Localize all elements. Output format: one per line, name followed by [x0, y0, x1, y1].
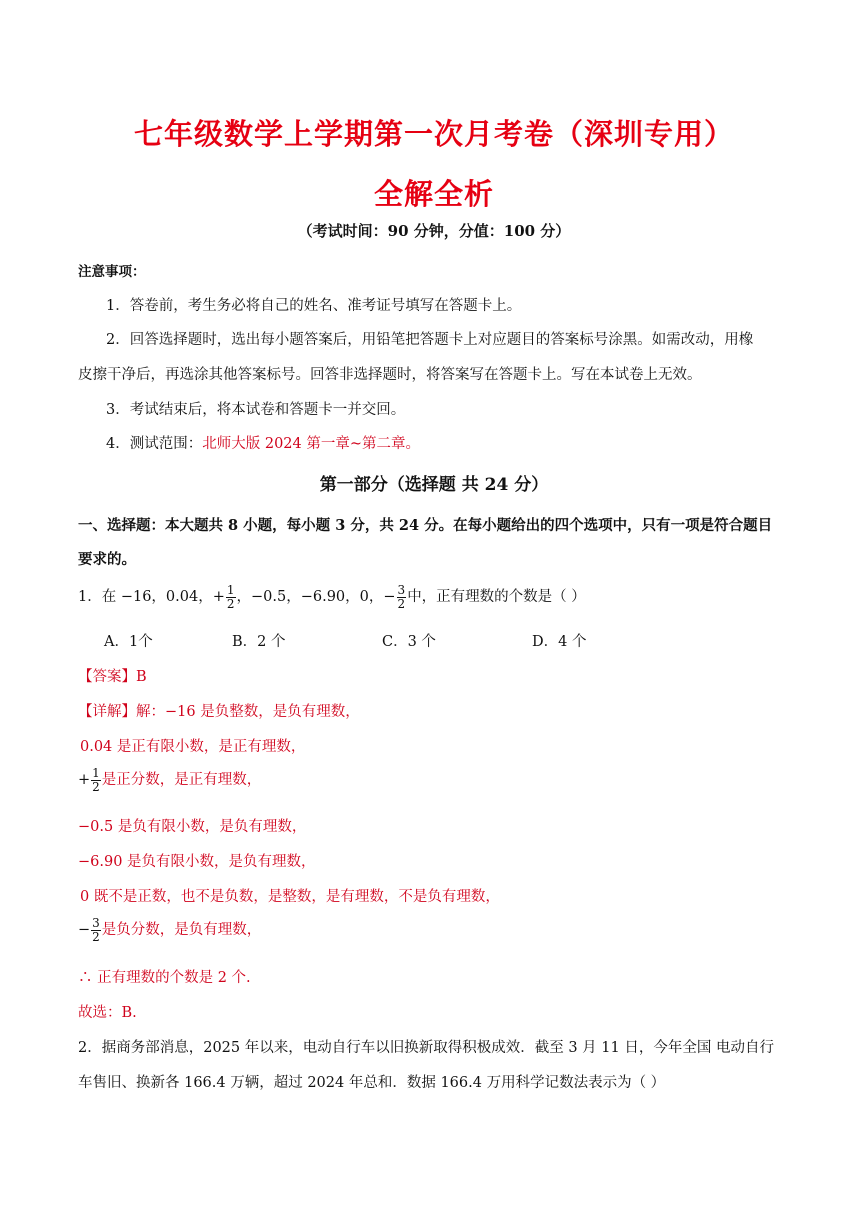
fraction-denominator: 2: [226, 596, 235, 611]
detail-label: 【详解】: [78, 704, 136, 720]
detail-line-2-text: 是正分数，是正有理数，: [101, 772, 262, 788]
section-heading: 第一部分（选择题 共 24 分）: [319, 475, 549, 495]
question-1-stem: [78, 582, 586, 612]
q1-answer: 【答案】B: [78, 669, 147, 685]
q1-stem-part-b: ，−0.5，−6.90，0，−: [236, 589, 396, 605]
detail-line-1: 0.04 是正有限小数，是正有理数，: [80, 739, 306, 755]
q1-stem-part-c: 中，正有理数的个数是（ ）: [407, 589, 586, 605]
q1-detail: [78, 700, 360, 721]
question-2-line-a: 2．据商务部消息，2025 年以来，电动自行车以旧换新取得积极成效．截至 3 月 11 日，今年全国 电动自行: [78, 1040, 774, 1056]
notice-item-3: 3．考试结束后，将本试卷和答题卡一并交回。: [106, 402, 406, 418]
notice-heading: 注意事项：: [78, 264, 146, 280]
fraction-one-half: [226, 584, 236, 611]
detail-line-4: −6.90 是负有限小数，是负有理数，: [78, 854, 316, 870]
detail-line-6-sign: −: [78, 922, 91, 938]
detail-line-3: −0.5 是负有限小数，是负有理数，: [78, 819, 307, 835]
option-d: D．4 个: [532, 634, 587, 650]
detail-first-line: 解：−16 是负整数，是负有理数，: [136, 704, 360, 720]
notice-item-4: [106, 432, 420, 453]
question-2-line-b: 车售旧、换新各 166.4 万辆，超过 2024 年总和．数据 166.4 万用科学记数法表示为（ ）: [78, 1075, 666, 1091]
fraction-denominator: 2: [92, 779, 100, 794]
notice-item-2b: 皮擦干净后，再选涂其他答案标号。回答非选择题时，将答案写在答题卡上。写在本试卷上无效。: [78, 367, 702, 383]
q1-stem-part-a: 1．在 −16，0.04，+: [78, 589, 225, 605]
notice-item-4-prefix: 4．测试范围：: [106, 436, 203, 452]
exam-subtitle: 全解全析: [373, 177, 494, 211]
fraction-denominator: 2: [92, 929, 100, 944]
exam-info: （考试时间：90 分钟，分值：100 分）: [297, 222, 571, 240]
fraction-three-halves: [397, 584, 407, 611]
fraction-numerator: 3: [92, 915, 100, 930]
notice-item-4-scope: 北师大版 2024 第一章~第二章。: [202, 436, 421, 452]
fraction-numerator: 1: [92, 765, 100, 780]
detail-line-8: 故选：B.: [78, 1005, 137, 1021]
fraction-one-half: [91, 767, 101, 794]
detail-line-2-sign: +: [78, 772, 91, 788]
exam-title: 七年级数学上学期第一次月考卷（深圳专用）: [133, 117, 734, 151]
detail-line-5: 0 既不是正数，也不是负数，是整数，是有理数，不是负有理数，: [80, 889, 500, 905]
notice-item-2a: 2．回答选择题时，选出每小题答案后，用铅笔把答题卡上对应题目的答案标号涂黑。如需改动，用橡: [106, 332, 754, 348]
fraction-three-halves: [91, 917, 101, 944]
fraction-denominator: 2: [397, 596, 406, 611]
detail-line-6: [78, 915, 261, 945]
option-b: B．2 个: [232, 634, 286, 650]
detail-line-2: [78, 765, 261, 795]
fraction-numerator: 3: [397, 582, 406, 597]
detail-line-7: ∴ 正有理数的个数是 2 个.: [78, 970, 251, 986]
option-a: A．1个: [104, 634, 153, 650]
notice-item-1: 1．答卷前，考生务必将自己的姓名、准考证号填写在答题卡上。: [106, 298, 522, 314]
section-instructions-b: 要求的。: [78, 551, 136, 568]
option-c: C．3 个: [382, 634, 436, 650]
fraction-numerator: 1: [226, 582, 235, 597]
section-instructions-a: 一、选择题：本大题共 8 小题，每小题 3 分，共 24 分。在每小题给出的四个选项中，只有一项是符合题目: [78, 517, 773, 534]
detail-line-6-text: 是负分数，是负有理数，: [101, 922, 262, 938]
